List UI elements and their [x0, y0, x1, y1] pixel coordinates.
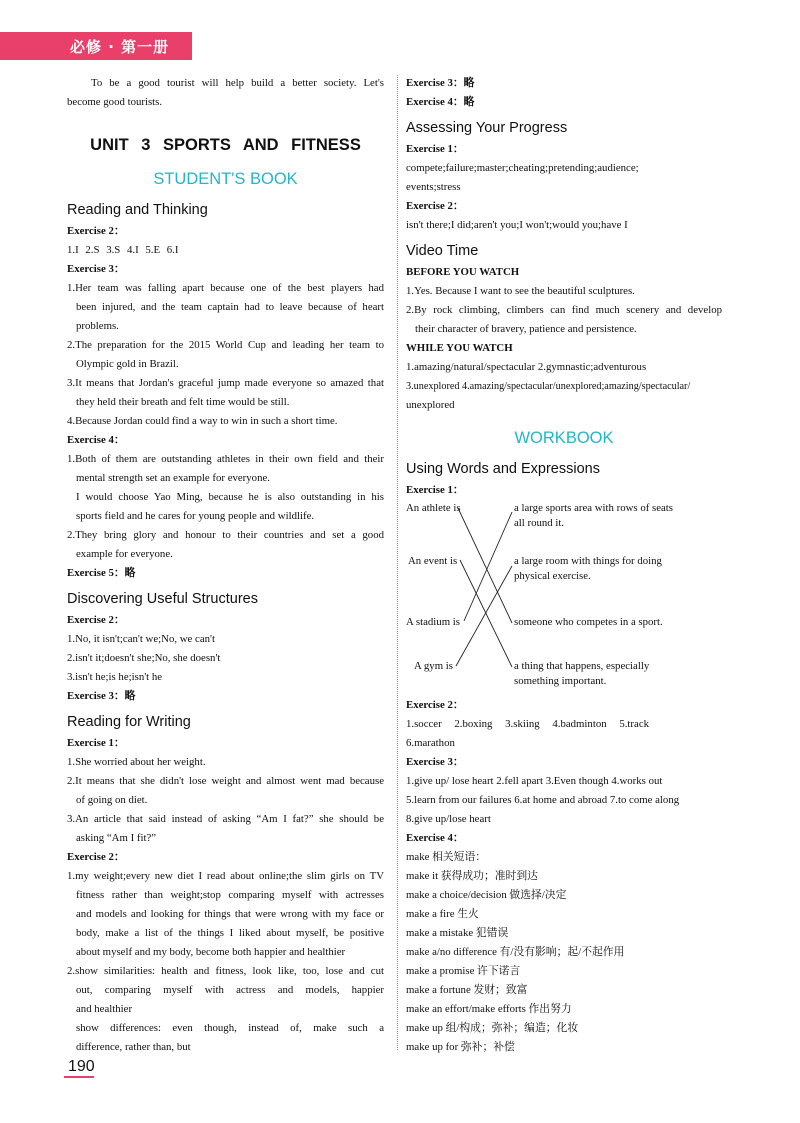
- answer-line: 2.By rock climbing, climbers can find much scenery and develop: [406, 304, 722, 316]
- answer-line: 1.I 2.S 3.S 4.I 5.E 6.I: [67, 244, 179, 256]
- match-right-item: a large room with things for doing: [514, 555, 662, 567]
- page-number-underline: [64, 1076, 94, 1078]
- exercise-label: Exercise 2：: [406, 699, 464, 711]
- answer-line: of going on diet.: [76, 794, 148, 806]
- answer-line: make up 组/构成；弥补；编造；化妆: [406, 1022, 579, 1034]
- match-right-item: someone who competes in a sport.: [514, 616, 663, 628]
- header-tab-label: 必修 · 第一册: [70, 38, 170, 56]
- section-heading: Video Time: [406, 243, 479, 259]
- match-line: [464, 512, 512, 621]
- exercise-label: Exercise 1：: [406, 484, 464, 496]
- exercise-label: Exercise 1：: [67, 737, 125, 749]
- match-right-item: physical exercise.: [514, 570, 591, 582]
- right-column: [406, 74, 722, 1057]
- page-number: 190: [68, 1058, 95, 1075]
- exercise-label: Exercise 5：略: [67, 567, 136, 579]
- answer-line: 3.An article that said instead of asking “Am I fat?” she should be: [67, 813, 384, 825]
- answer-line: 1.my weight;every new diet I read about online;the slim girls on TV: [67, 870, 384, 882]
- book-title: WORKBOOK: [514, 429, 614, 447]
- match-left-item: A gym is: [414, 660, 453, 672]
- exercise-label: Exercise 3：: [406, 756, 464, 768]
- answer-line: make 相关短语：: [406, 851, 487, 863]
- answer-line: difference, rather than, but: [76, 1041, 191, 1053]
- answer-line: sports field and he cares for young people and wildlife.: [76, 510, 315, 522]
- match-right-item: something important.: [514, 675, 607, 687]
- exercise-label: Exercise 1：: [406, 143, 464, 155]
- match-line: [458, 508, 512, 623]
- answer-line: events;stress: [406, 181, 461, 193]
- answer-line: 2.It means that she didn't lose weight and almost went mad because: [67, 775, 384, 787]
- exercise-label: Exercise 2：: [67, 614, 125, 626]
- answer-line: 2.The preparation for the 2015 World Cup and leading her team to: [67, 339, 384, 351]
- answer-line: 1.soccer 2.boxing 3.skiing 4.badminton 5.track: [406, 718, 650, 730]
- answer-line: make it 获得成功；准时到达: [406, 870, 538, 882]
- match-left-item: An athlete is: [406, 502, 461, 514]
- answer-line: 3.unexplored 4.amazing/spectacular/unexplored;amazing/spectacular/: [406, 381, 691, 392]
- answer-line: mental strength set an example for everyone.: [76, 472, 270, 484]
- match-right-item: a thing that happens, especially: [514, 660, 650, 672]
- match-right-item: a large sports area with rows of seats: [514, 502, 674, 514]
- left-column: [67, 74, 384, 1057]
- match-left-item: A stadium is: [406, 616, 460, 628]
- answer-line: make a fortune 发财；致富: [406, 984, 528, 996]
- answer-line: make a choice/decision 做选择/决定: [406, 889, 567, 901]
- answer-line: 1.Yes. Because I want to see the beautiful sculptures.: [406, 285, 635, 297]
- exercise-label: Exercise 3：略: [67, 690, 136, 702]
- answer-line: 1.amazing/natural/spectacular 2.gymnastic;adventurous: [406, 361, 647, 373]
- answer-line: make an effort/make efforts 作出努力: [406, 1003, 572, 1015]
- exercise-label: Exercise 4：略: [406, 96, 475, 108]
- answer-line: Olympic gold in Brazil.: [76, 358, 179, 370]
- answer-line: I would choose Yao Ming, because he is also outstanding in his: [76, 491, 384, 503]
- column-divider: [397, 75, 398, 1050]
- answer-line: 2.show similarities: health and fitness, look like, too, lose and cut: [67, 965, 384, 977]
- intro-line: become good tourists.: [67, 96, 163, 108]
- unit-title: UNIT 3 SPORTS AND FITNESS: [90, 136, 361, 154]
- answer-line: 2.They bring glory and honour to their countries and set a good: [67, 529, 384, 541]
- answer-line: make up for 弥补；补偿: [406, 1041, 515, 1053]
- answer-line: 1.Her team was falling apart because one of the best players had: [67, 282, 384, 294]
- intro-line: To be a good tourist will help build a better society. Let's: [91, 77, 384, 89]
- answer-line: make a fire 生火: [406, 908, 479, 920]
- answer-line: and models and looking for things that were wrong with my face or: [76, 908, 384, 920]
- answer-line: make a mistake 犯错误: [406, 927, 509, 939]
- answer-line: about myself and my body, become both happier and healthier: [76, 946, 346, 958]
- answer-line: 8.give up/lose heart: [406, 813, 491, 825]
- answer-line: they held their breath and felt time would be still.: [76, 396, 290, 408]
- answer-line: 3.It means that Jordan's graceful jump made everyone so amazed that: [67, 377, 384, 389]
- answer-line: 4.Because Jordan could find a way to win in such a short time.: [67, 415, 338, 427]
- match-line: [460, 560, 512, 667]
- header-tab: [0, 32, 192, 60]
- subheading: BEFORE YOU WATCH: [406, 266, 520, 278]
- section-heading: Reading and Thinking: [67, 202, 208, 218]
- exercise-label: Exercise 3：: [67, 263, 125, 275]
- exercise-label: Exercise 2：: [67, 225, 125, 237]
- answer-line: 1.She worried about her weight.: [67, 756, 206, 768]
- answer-line: example for everyone.: [76, 548, 173, 560]
- answer-line: asking “Am I fit?”: [76, 832, 157, 844]
- answer-line: 3.isn't he;is he;isn't he: [67, 671, 163, 683]
- exercise-label: Exercise 3：略: [406, 77, 475, 89]
- answer-line: problems.: [76, 320, 119, 332]
- match-left-item: An event is: [408, 555, 458, 567]
- answer-line: their character of bravery, patience and persistence.: [415, 323, 637, 335]
- answer-line: compete;failure;master;cheating;pretending;audience;: [406, 162, 639, 174]
- answer-line: 5.learn from our failures 6.at home and abroad 7.to come along: [406, 794, 680, 806]
- book-title: STUDENT'S BOOK: [153, 170, 298, 188]
- answer-line: make a promise 许下诺言: [406, 965, 521, 977]
- exercise-label: Exercise 2：: [406, 200, 464, 212]
- answer-line: 1.Both of them are outstanding athletes in their own field and their: [67, 453, 384, 465]
- answer-line: and healthier: [76, 1003, 133, 1015]
- section-heading: Discovering Useful Structures: [67, 591, 258, 607]
- answer-line: unexplored: [406, 399, 455, 411]
- exercise-label: Exercise 2：: [67, 851, 125, 863]
- subheading: WHILE YOU WATCH: [406, 342, 513, 354]
- section-heading: Using Words and Expressions: [406, 461, 600, 477]
- exercise-label: Exercise 4：: [67, 434, 125, 446]
- section-heading: Assessing Your Progress: [406, 120, 568, 136]
- matching-exercise: [406, 500, 722, 696]
- answer-line: body, make a list of the things I liked about myself, be positive: [76, 927, 384, 939]
- answer-line: isn't there;I did;aren't you;I won't;would you;have I: [406, 219, 628, 231]
- exercise-label: Exercise 4：: [406, 832, 464, 844]
- section-heading: Reading for Writing: [67, 714, 191, 730]
- answer-line: 2.isn't it;doesn't she;No, she doesn't: [67, 652, 221, 664]
- match-line: [456, 566, 512, 666]
- answer-line: make a/no difference 有/没有影响；起/不起作用: [406, 946, 625, 958]
- answer-line: out, comparing myself with actress and models, happier: [76, 984, 384, 996]
- answer-line: fitness rather than weight;stop comparing myself with actresses: [76, 889, 384, 901]
- answer-line: 1.give up/ lose heart 2.fell apart 3.Even though 4.works out: [406, 775, 663, 787]
- answer-line: 1.No, it isn't;can't we;No, we can't: [67, 633, 215, 645]
- answer-line: 6.marathon: [406, 737, 455, 749]
- match-right-item: all round it.: [514, 517, 565, 529]
- answer-line: been injured, and the team captain had to leave because of heart: [76, 301, 384, 313]
- answer-line: show differences: even though, instead of, make such a: [76, 1022, 384, 1034]
